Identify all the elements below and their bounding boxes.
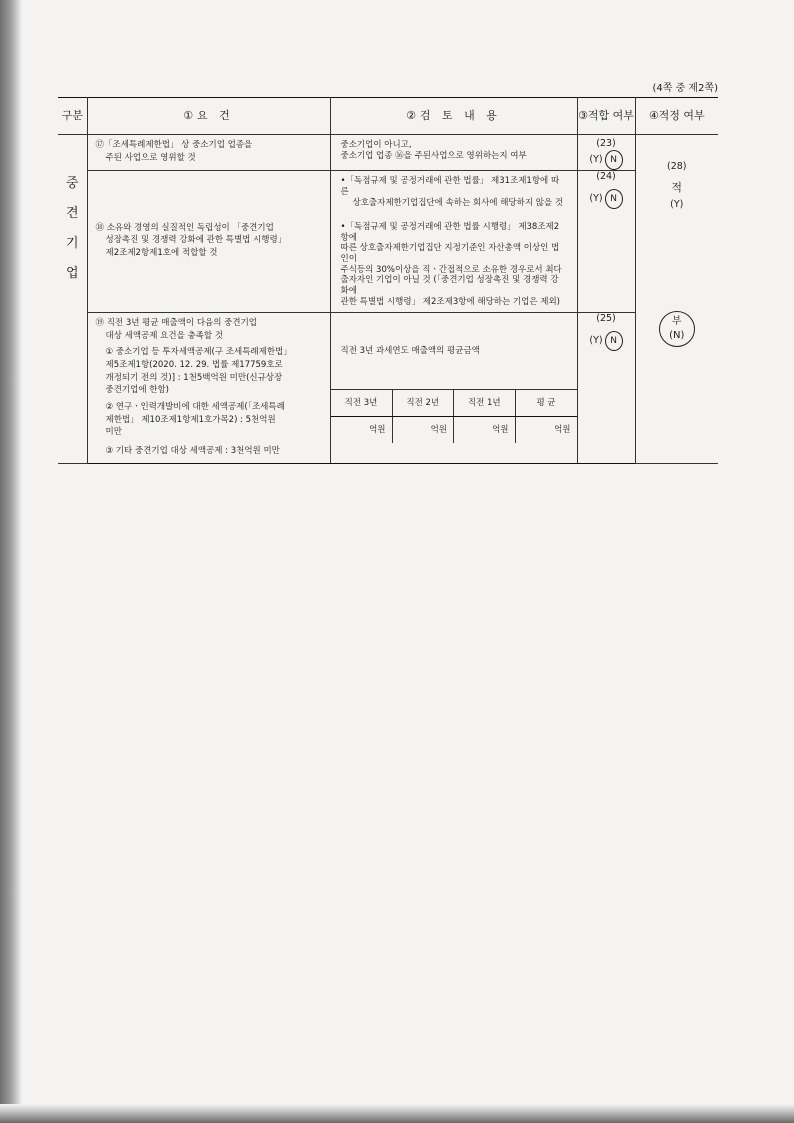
requirement-line: 성장촉진 및 경쟁력 강화에 관한 특별법 시행령」 [105,235,287,246]
header-category: 구분 [58,98,87,135]
fit-no-circled[interactable]: N [605,331,623,351]
requirement-line: ⑰「조세특례제한법」 상 중소기업 업종을 [95,140,253,150]
fit-code: (23) [596,138,616,149]
row-17 [58,135,718,171]
requirement-line: ① 중소기업 등 투자세액공제(구 조세특례제한법」 [105,347,292,358]
revenue-header: 직전 1년 [454,390,516,417]
review-line: •「독점규제 및 공정거래에 관한 법률」 제31조제1항에 따른 [340,176,560,197]
revenue-value-cell[interactable]: 억원 [515,417,577,444]
fit-yes[interactable]: (Y) [589,153,603,165]
row-18 [58,171,718,313]
requirement-line: 주된 사업으로 영위할 것 [105,152,196,163]
scan-shadow-bottom [0,1104,794,1123]
header-row [58,98,718,135]
requirement-line: 제5조제1항(2020. 12. 29. 법률 제17759호로 [105,360,283,370]
requirement-line: ⑲ 직전 3년 평균 매출액이 다음의 중견기업 [95,318,257,329]
revenue-header: 평 균 [515,390,577,417]
revenue-value-cell[interactable]: 억원 [392,417,454,444]
scan-shadow-left [0,0,22,1123]
review-form-table [58,97,718,464]
review-line: 중소기업 업종 ⑯을 주된사업으로 영위하는지 여부 [340,150,527,161]
review-line: •「독점규제 및 공정거래에 관한 법률 시행령」 제38조제2항에 [340,222,560,243]
requirement-line: 중견기업에 한함) [105,385,169,396]
fit-18 [577,171,635,313]
fit-yes[interactable]: (Y) [589,335,603,347]
fit-19 [577,313,635,464]
requirement-18 [87,171,330,313]
revenue-value-cell[interactable]: 억원 [454,417,516,444]
header-requirement: ①요 건 [87,98,330,135]
fit-no-circled[interactable]: N [605,189,623,209]
review-18 [330,171,577,313]
page-label: (4쪽 중 제2쪽) [652,83,718,94]
fit-17 [577,135,635,171]
review-average-label: 직전 3년 과세연도 매출액의 평균금액 [340,345,480,356]
fit-yes[interactable]: (Y) [589,193,603,205]
requirement-line: 미만 [105,427,122,438]
requirement-line: 제한법」 제10조제1항제1호가목2) : 5천억원 [105,414,276,425]
header-conform: ④적정 여부 [635,98,718,135]
conform-code: (28) [666,161,687,172]
category-char: 기 [65,236,79,251]
requirement-line: ② 연구ㆍ인력개발비에 대한 세액공제(「조세특례 [105,401,285,412]
review-line: 출자자인 기업이 아닐 것 (「중견기업 성장촉진 및 경쟁력 강화에 [340,275,559,296]
fit-code: (25) [596,313,616,325]
header-fit: ③적합 여부 [577,98,635,135]
conform-label: 적 [671,180,683,194]
category-cell [58,135,87,464]
requirement-19 [87,313,330,464]
review-line: 따른 상호출자제한기업집단 지정기준인 자산총액 이상인 법인이 [340,243,560,264]
revenue-value-cell[interactable]: 억원 [331,417,393,444]
fit-code: (24) [596,171,616,183]
category-char: 견 [65,206,79,221]
review-line: 중소기업이 아니고, [340,140,412,150]
requirement-line: 대상 세액공제 요건을 충족할 것 [105,330,224,341]
requirement-line: 개정되기 전의 것)] : 1천5백억원 미만(신규상장 [105,372,283,383]
requirement-line: ③ 기타 중견기업 대상 세액공제 : 3천억원 미만 [105,445,280,456]
requirement-17 [87,135,330,171]
conform-cell [635,135,718,464]
review-line: 상호출자제한기업집단에 속하는 회사에 해당하지 않을 것 [352,197,564,208]
revenue-header: 직전 3년 [331,390,393,417]
row-19 [58,313,718,464]
conform-no-value: (N) [669,329,685,341]
header-review: ②검 토 내 용 [330,98,577,135]
revenue-header: 직전 2년 [392,390,454,417]
category-char: 업 [65,266,79,281]
category-char: 중 [65,176,79,191]
review-line: 관한 특별법 시행령」 제2조제3항에 해당하는 기업은 제외) [340,296,560,307]
revenue-table [331,389,577,443]
conform-no-label: 부 [671,315,682,327]
review-17 [330,135,577,171]
conform-no-circled[interactable] [659,311,695,347]
review-line: 주식등의 30%이상을 직ㆍ간접적으로 소유한 경우로서 최다 [340,264,562,275]
conform-yes[interactable]: (Y) [670,198,684,210]
review-19 [330,313,577,464]
requirement-line: ⑱ 소유와 경영의 실질적인 독립성이 「중견기업 [95,222,274,233]
requirement-line: 제2조제2항제1호에 적합할 것 [105,248,218,258]
fit-no-circled[interactable]: N [605,150,623,170]
